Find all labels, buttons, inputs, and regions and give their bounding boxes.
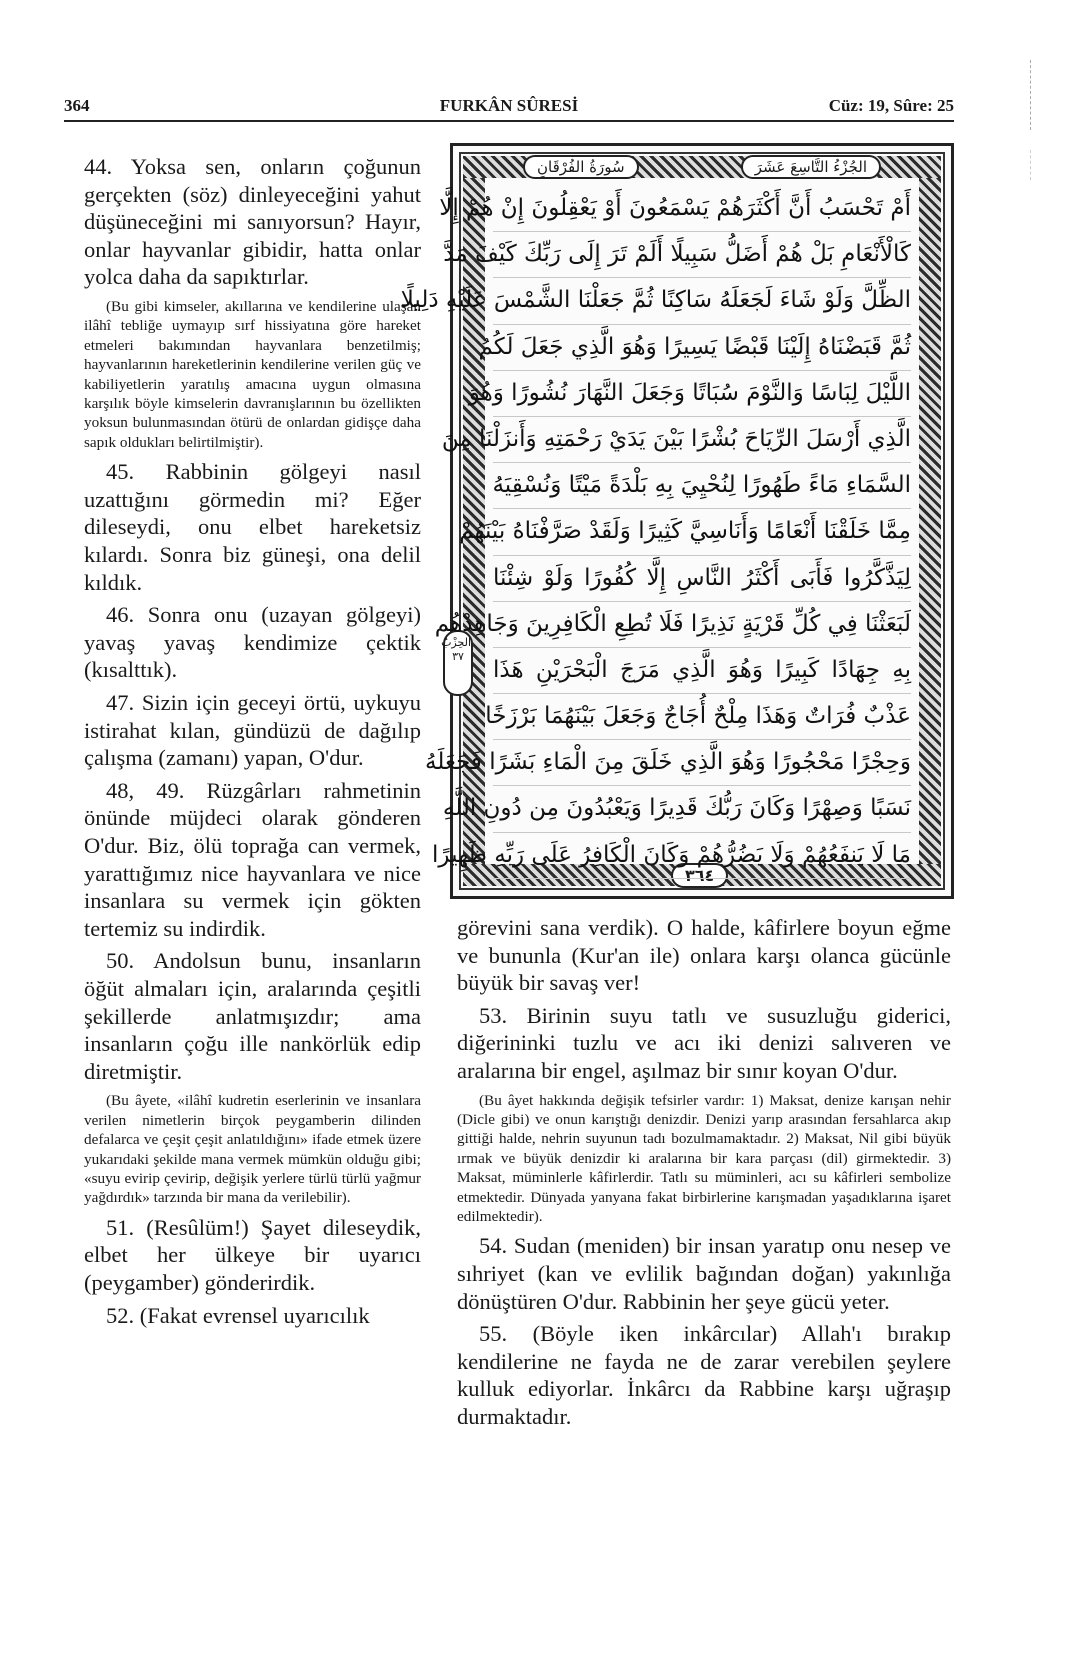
arabic-line: الَّذِي أَرْسَلَ الرِّيَاحَ بُشْرًا بَيْنَ يَدَيْ رَحْمَتِهِ وَأَنزَلْنَا مِنَ [493,417,911,463]
arabic-line: مِمَّا خَلَقْنَا أَنْعَامًا وَأَنَاسِيَّ كَثِيرًا وَلَقَدْ صَرَّفْنَاهُ بَيْنَهُمْ [493,509,911,555]
arabic-line: لَبَعَثْنَا فِي كُلِّ قَرْيَةٍ نَذِيرًا فَلَا تُطِعِ الْكَافِرِينَ وَجَاهِدْهُم [493,602,911,648]
arabic-text-panel [400,143,954,899]
verse-55: 55. (Böyle iken inkârcılar) Allah'ı bırakıp kendilerine ne fayda ne de zarar verebilen şeylere kulluk ediyorlar. İnkârcı da Rabbine karşı uğraşıp durmaktadır. [457,1321,951,1429]
ornament-border-right [919,178,941,864]
arabic-line: الظِّلَّ وَلَوْ شَاءَ لَجَعَلَهُ سَاكِنًا ثُمَّ جَعَلْنَا الشَّمْسَ عَلَيْهِ دَلِيلًا [493,278,911,324]
verse-50: 50. Andolsun bunu, insanların öğüt almaları için, aralarında çeşitli şekillerde anlatmışızdır; ama insanların çoğu ille nankörlük edip diretmiştir. [84,948,421,1084]
arabic-line: السَّمَاءِ مَاءً طَهُورًا لِنُحْيِيَ بِهِ بَلْدَةً مَيْتًا وَنُسْقِيَهُ [493,463,911,509]
arabic-line: كَالْأَنْعَامِ بَلْ هُمْ أَضَلُّ سَبِيلًا أَلَمْ تَرَ إِلَى رَبِّكَ كَيْفَ مَدَّ [493,232,911,278]
verse-47: 47. Sizin için geceyi örtü, uykuyu istirahat kılan, gündüzü de dağılıp çalışma (zamanı) yapan, O'dur. [84,689,421,771]
arabic-line: نَسَبًا وَصِهْرًا وَكَانَ رَبُّكَ قَدِيرًا وَيَعْبُدُونَ مِن دُونِ اللَّهِ [493,786,911,832]
verse-44: 44. Yoksa sen, onların çoğunun gerçekten (söz) dinleyeceğini yahut düşüneceğini mi sanıyorsun? Hayır, onlar hayvanlar gibidir, hatta onlar yolca daha da sapıktırlar. [84,154,421,290]
note-44: (Bu gibi kimseler, akıllarına ve kendilerine ulaşan ilâhî tebliğe uymayıp sırf hissiyatına göre hareket etmeleri bakımından hayvanlara benzetilmiş; hayvanlarının hareketlerinin kendilerine verilen güç ve kabiliyetlerin yaratılış amacına uygun olmasına karşılık böyle kimselerin davranışlarının bu özellikten yoksun bulunmasından ötürü de onlardan gidişçe daha sapık oldukları belirtilmiştir). [84,297,421,451]
left-column-translation [84,153,421,1334]
scan-edge-mark [1030,150,1032,180]
arabic-sura-label: سُورَةُ الفُرْقَانِ [523,155,639,179]
verse-51: 51. (Resûlüm!) Şayet dileseydik, elbet her ülkeye bir uyarıcı (peygamber) gönderirdik. [84,1214,421,1295]
arabic-line: وَحِجْرًا مَحْجُورًا وَهُوَ الَّذِي خَلَقَ مِنَ الْمَاءِ بَشَرًا فَجَعَلَهُ [493,740,911,786]
page-number: 364 [64,96,90,115]
hizb-marker: الحِزْبُ ٣٧ [443,630,473,696]
note-50: (Bu âyete, «ilâhî kudretin eserlerinin ve insanlara verilen nimetlerin birçok peygamberin dilinden defalarca ve çeşit çeşit anlatıldığını» ifade etmek üzere yukarıdaki şekilde mana vermek mümkün olduğu gibi; «suyu evirip çevirip, değişik yerlere türlü türlü yağmur yağdırdık» tarzında bir mana da verilebilir). [84,1092,421,1207]
arabic-juz-label: الجُزْءُ التَّاسِعَ عَشَرَ [741,155,881,179]
scan-edge-mark [1030,60,1032,130]
verse-53: 53. Birinin suyu tatlı ve susuzluğu giderici, diğerininki tuzlu ve acı iki denizi salıveren ve aralarına bir engel, aşılmaz bir sınır koyan O'dur. [457,1002,951,1083]
verse-54: 54. Sudan (meniden) bir insan yaratıp onu nesep ve sıhriyet (kan ve evlilik bağından doğan) yakınlığa dönüştüren O'dur. Rabbinin her şeye gücü yeter. [457,1233,951,1314]
verse-45: 45. Rabbinin gölgeyi nasıl uzattığını görmedin mi? Eğer dileseydi, onu elbet hareketsiz kılardı. Sonra biz güneşi, ona delil kıldık. [84,459,421,595]
verse-52-start: 52. (Fakat evrensel uyarıcılık [106,1302,370,1328]
juz-info: Cüz: 19, Sûre: 25 [828,96,954,115]
arabic-page-number: ٣٦٤ [671,863,728,888]
arabic-line: اللَّيْلَ لِبَاسًا وَالنَّوْمَ سُبَاتًا وَجَعَلَ النَّهَارَ نُشُورًا وَهُوَ [493,371,911,417]
page-header [64,96,954,122]
arabic-line: ثُمَّ قَبَضْنَاهُ إِلَيْنَا قَبْضًا يَسِيرًا وَهُوَ الَّذِي جَعَلَ لَكُمُ [493,325,911,371]
verse-46: 46. Sonra onu (uzayan gölgeyi) yavaş yavaş kendimize çektik (kısalttık). [84,602,421,683]
arabic-line: بِهِ جِهَادًا كَبِيرًا وَهُوَ الَّذِي مَرَجَ الْبَحْرَيْنِ هَذَا [493,648,911,694]
verse-52-cont: görevini sana verdik). O halde, kâfirlere boyun eğme ve bununla (Kur'an ile) onlara karşı olanca gücünle büyük bir savaş ver! [457,915,951,996]
right-column-translation [457,914,951,1436]
arabic-line: عَذْبٌ فُرَاتٌ وَهَذَا مِلْحٌ أُجَاجٌ وَجَعَلَ بَيْنَهُمَا بَرْزَخًا [493,694,911,740]
note-53: (Bu âyet hakkında değişik tefsirler vardır: 1) Maksat, denize karışan nehir (Dicle gibi) ve onun karıştığı denizdir. Denizi yarıp arasından fersahlarca akıp gittiği halde, nehrin suyunun tadı bozulmamaktadır. 2) Maksat, Nil gibi büyük ırmak ve büyük denizdir ki aralarına bir kara parçası (dil) girmektedir. 3) Maksat, müminlerle kâfirlerdir. Tatlı su müminleri, acı su kâfirleri sembolize etmektedir. Dünyada yanyana fakat birbirlerine karışmadan yaşadıklarına işaret edilmektedir). [457,1091,951,1225]
arabic-line: لِيَذَّكَّرُوا فَأَبَى أَكْثَرُ النَّاسِ إِلَّا كُفُورًا وَلَوْ شِئْنَا [493,556,911,602]
sura-title: FURKÂN SÛRESİ [439,96,579,115]
arabic-line: أَمْ تَحْسَبُ أَنَّ أَكْثَرَهُمْ يَسْمَعُونَ أَوْ يَعْقِلُونَ إِنْ هُمْ إِلَّا [493,186,911,232]
arabic-line: مَا لَا يَنفَعُهُمْ وَلَا يَضُرُّهُمْ وَكَانَ الْكَافِرُ عَلَى رَبِّهِ ظَهِيرًا [493,833,911,879]
verse-48-49: 48, 49. Rüzgârları rahmetinin önünde müjdeci olarak gönderen O'dur. Biz, ölü toprağa can vermek, yarattığımız nice hayvanlara ve nice insanlara su vermek için gökten tertemiz su indirdik. [84,777,421,941]
